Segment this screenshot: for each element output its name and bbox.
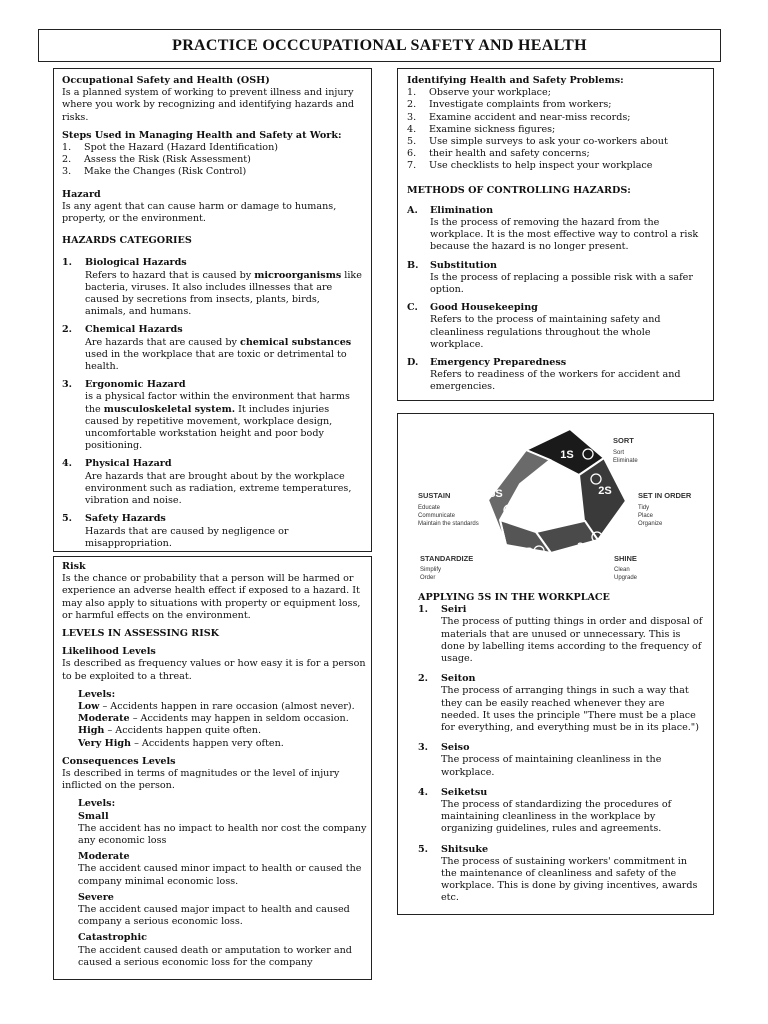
risk-heading: Risk — [62, 561, 86, 572]
set-in-order-line: Place — [638, 513, 654, 519]
sustain-line: Maintain the standards — [418, 521, 479, 527]
levels-label: Levels: — [78, 798, 116, 810]
set-in-order-line: Organize — [638, 521, 663, 527]
problem-item: 6. their health and safety concerns; — [407, 148, 590, 160]
consequence-level-text: The accident caused major impact to health and caused company a serious economic loss. — [78, 904, 350, 928]
standardize-line: Order — [420, 575, 436, 581]
sort-line: Sort — [613, 450, 625, 456]
shine-line: Upgrade — [614, 575, 638, 581]
shine-line: Clean — [614, 567, 630, 573]
five-s-heading: APPLYING 5S IN THE WORKPLACE — [418, 592, 610, 603]
category-item: 5. Safety Hazards Hazards that are caused by negligence or misappropriation. — [62, 513, 289, 549]
set-in-order-line: Tidy — [638, 505, 650, 511]
risk-box — [53, 556, 372, 980]
osh-box — [53, 68, 372, 552]
five-s-box — [397, 413, 714, 915]
problem-item: 2. Investigate complaints from workers; — [407, 99, 612, 111]
likelihood-level: Very High – Accidents happen very often. — [78, 737, 284, 749]
set-in-order-title: SET IN ORDER — [638, 491, 692, 500]
category-item: 2. Chemical Hazards Are hazards that are caused by chemical substances used in the workplace that are toxic or detrimental to health. — [62, 324, 352, 373]
likelihood-heading: Likelihood Levels — [62, 646, 156, 658]
problem-item: 4. Examine sickness figures; — [407, 123, 556, 135]
problem-item: 1. Observe your workplace; — [407, 87, 551, 99]
method-item: B. Substitution Is the process of replacing a possible risk with a safer option. — [407, 259, 693, 296]
likelihood-level: Moderate – Accidents may happen in seldom occasion. — [78, 713, 349, 725]
segment-label: 4S — [519, 546, 533, 558]
sort-line: Eliminate — [613, 458, 638, 464]
page-title-box — [38, 29, 721, 62]
step-item: 2. Assess the Risk (Risk Assessment) — [62, 154, 251, 166]
five-s-item: 3. Seiso The process of maintaining cleanliness in the workplace. — [418, 742, 662, 778]
five-s-diagram — [408, 422, 706, 584]
consequence-level-text: The accident has no impact to health nor cost the company any economic loss — [78, 822, 367, 847]
consequence-level-name: Severe — [78, 891, 114, 903]
method-item: D. Emergency Preparedness Refers to readiness of the workers for accident and emergencies. — [407, 357, 681, 393]
five-s-item: 1. Seiri The process of putting things in order and disposal of materials that are unused or unnecessary. This is done by labelling items according to the frequency of usage. — [418, 604, 703, 665]
levels-label: Levels: — [78, 688, 116, 700]
five-s-item: 2. Seiton The process of arranging things in such a way that they can be easily reached whenever they are needed. It uses the principle "There must be a place for everything, and everything must be in its place.") — [418, 673, 699, 734]
sort-title: SORT — [613, 436, 634, 445]
consequence-level-name: Catastrophic — [78, 932, 147, 944]
consequence-text: Is described in terms of magnitudes or the level of injury inflicted on the person. — [62, 768, 340, 792]
segment-label: 5S — [489, 488, 503, 500]
consequence-level-name: Small — [78, 810, 109, 822]
shine-title: SHINE — [614, 554, 637, 563]
category-item: 1. Biological Hazards Refers to hazard that is caused by microorganisms like bacteria, viruses. It also includes illnesses that are caused by secretions from insects, plants, birds, animals, and humans. — [62, 257, 362, 318]
methods-heading: METHODS OF CONTROLLING HAZARDS: — [407, 184, 631, 196]
problems-box — [397, 68, 714, 401]
osh-heading: Occupational Safety and Health (OSH) — [62, 75, 270, 86]
hazard-text: Is any agent that can cause harm or damage to humans, property, or the environment. — [62, 200, 337, 225]
sustain-title: SUSTAIN — [418, 491, 451, 500]
category-item: 3. Ergonomic Hazard is a physical factor within the environment that harms the musculoskeletal system. It includes injuries caused by repetitive movement, workplace design, uncomfortable workstation height and poor body positioning. — [62, 379, 350, 452]
consequence-level-text: The accident caused death or amputation to worker and caused a serious economic loss for the company — [78, 944, 352, 968]
five-s-item: 5. Shitsuke The process of sustaining workers' commitment in the maintenance of cleanliness and safety of the workplace. This is done by giving incentives, awards etc. — [418, 843, 698, 904]
risk-text: Is the chance or probability that a person will be harmed or experience an adverse health effect if exposed to a hazard. It may also apply to situations with property or equipment loss, or harmful effects on the environment. — [62, 573, 361, 621]
likelihood-level: High – Accidents happen quite often. — [78, 725, 262, 737]
categories-heading: HAZARDS CATEGORIES — [62, 235, 192, 247]
standardize-title: STANDARDIZE — [420, 554, 474, 563]
sustain-line: Educate — [418, 505, 441, 511]
problem-item: 5. Use simple surveys to ask your co-workers about — [407, 136, 668, 148]
consequence-level-text: The accident caused minor impact to health or caused the company minimal economic loss. — [78, 863, 362, 887]
problem-item: 3. Examine accident and near-miss records; — [407, 111, 631, 123]
hazard-heading: Hazard — [62, 188, 101, 200]
standardize-line: Simplify — [420, 567, 442, 573]
segment-label: 1S — [560, 449, 574, 461]
five-s-item: 4. Seiketsu The process of standardizing the procedures of maintaining cleanliness in the workplace by organizing guidelines, rules and agreements. — [418, 786, 672, 835]
sustain-line: Communicate — [418, 513, 456, 519]
method-item: A. Elimination Is the process of removing the hazard from the workplace. It is the most effective way to control a risk because the hazard is no longer present. — [407, 204, 699, 253]
segment-label: 2S — [598, 485, 612, 497]
problems-heading: Identifying Health and Safety Problems: — [407, 75, 624, 86]
segment-label: 3S — [577, 541, 591, 553]
consequence-level-name: Moderate — [78, 851, 130, 863]
likelihood-level: Low – Accidents happen in rare occasion (almost never). — [78, 701, 355, 713]
category-item: 4. Physical Hazard Are hazards that are brought about by the workplace environment such as radiation, extreme temperatures, vibration and noise. — [62, 458, 352, 507]
step-item: 1. Spot the Hazard (Hazard Identification) — [62, 142, 278, 154]
page-title: PRACTICE OCCCUPATIONAL SAFETY AND HEALTH — [172, 36, 587, 54]
step-item: 3. Make the Changes (Risk Control) — [62, 166, 247, 178]
levels-heading: LEVELS IN ASSESSING RISK — [62, 628, 219, 640]
method-item: C. Good Housekeeping Refers to the process of maintaining safety and cleanliness regulations throughout the whole workplace. — [407, 302, 661, 350]
problem-item: 7. Use checklists to help inspect your workplace — [407, 160, 653, 172]
steps-heading: Steps Used in Managing Health and Safety at Work: — [62, 129, 342, 141]
osh-text: Is a planned system of working to prevent illness and injury where you work by recognizing and identifying hazards and risks. — [62, 87, 355, 123]
consequence-heading: Consequences Levels — [62, 755, 176, 767]
likelihood-text: Is described as frequency values or how easy it is for a person to be exploited to a threat. — [62, 658, 366, 682]
